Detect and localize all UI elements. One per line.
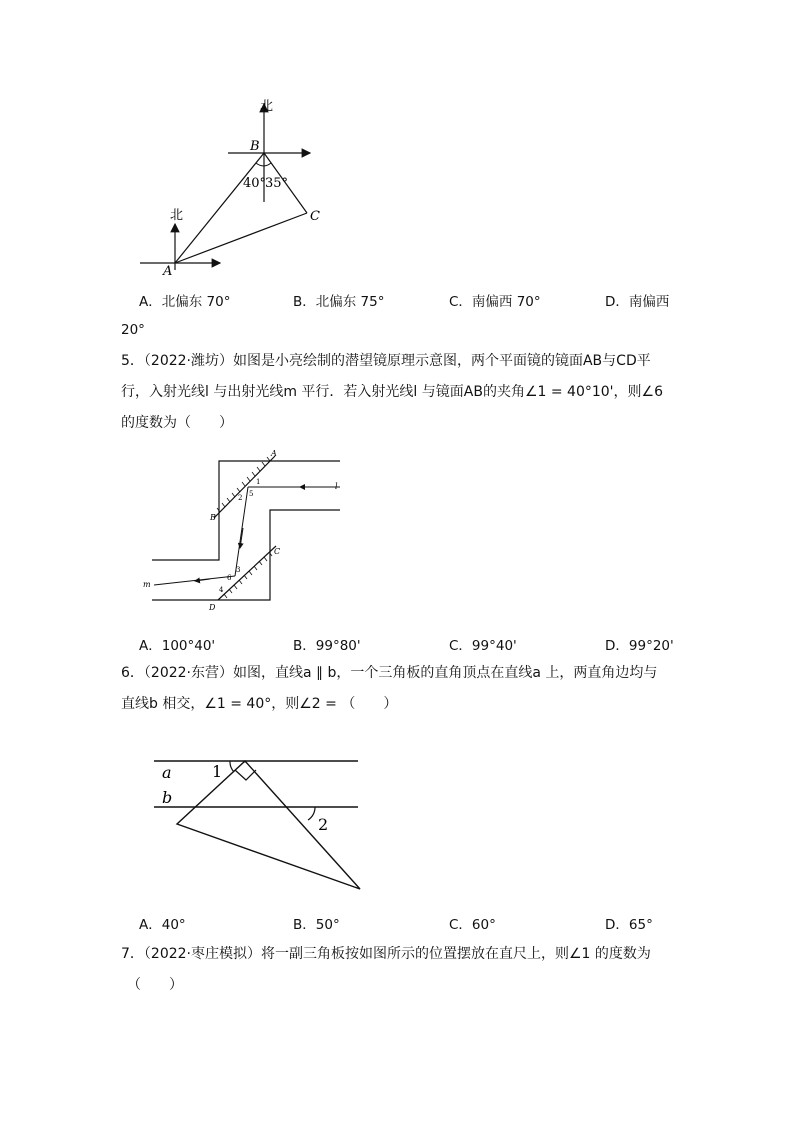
q4-option-b[interactable]: B．北偏东 75°	[293, 294, 385, 310]
q5-option-c[interactable]: C．99°40'	[449, 638, 517, 654]
q4-option-d[interactable]: D．南偏西	[605, 294, 670, 310]
point-label-a: A	[163, 264, 173, 279]
q5-line-1: 5．（2022·潍坊）如图是小亮绘制的潜望镜原理示意图，两个平面镜的镜面AB与CD平	[121, 353, 651, 369]
periscope-label-m: m	[143, 580, 151, 589]
q5-option-d[interactable]: D．99°20'	[605, 638, 674, 654]
q6-option-a[interactable]: A．40°	[139, 917, 186, 933]
periscope-label-c: C	[274, 547, 281, 556]
q6-option-c[interactable]: C．60°	[449, 917, 496, 933]
q4-option-a[interactable]: A．北偏东 70°	[139, 294, 231, 310]
periscope-label-a: A	[271, 449, 277, 458]
north-label-top: 北	[260, 99, 274, 114]
q4-option-c[interactable]: C．南偏西 70°	[449, 294, 541, 310]
q6-option-b[interactable]: B．50°	[293, 917, 340, 933]
q7-line-2: （ ）	[127, 977, 183, 993]
periscope-angle-1: 1	[256, 478, 261, 486]
q5-option-a[interactable]: A．100°40'	[139, 638, 216, 654]
q7-line-1: 7．（2022·枣庄模拟）将一副三角板按如图所示的位置摆放在直尺上，则∠1 的度数为	[121, 946, 651, 962]
periscope-angle-6: 6	[227, 574, 232, 582]
line-label-b: b	[162, 788, 173, 807]
periscope-angle-4: 4	[219, 586, 224, 594]
point-label-b: B	[250, 139, 260, 154]
periscope-label-l: l	[335, 482, 338, 491]
q4-option-d-wrap: 20°	[121, 322, 145, 338]
point-label-c: C	[310, 209, 320, 224]
q5-option-b[interactable]: B．99°80'	[293, 638, 361, 654]
periscope-angle-2: 2	[238, 494, 243, 502]
q6-line-2: 直线b 相交，∠1 = 40°，则∠2 = （ ）	[121, 696, 398, 712]
periscope-figure	[140, 448, 350, 616]
angle-label-2: 2	[318, 815, 329, 834]
q5-line-2: 行，入射光线l 与出射光线m 平行．若入射光线l 与镜面AB的夹角∠1 = 40°10'，则∠6	[121, 384, 663, 400]
north-label-left: 北	[170, 208, 184, 223]
periscope-angle-5: 5	[249, 490, 254, 498]
periscope-label-b: B	[210, 513, 216, 522]
angle-label-1: 1	[212, 762, 223, 781]
q5-line-3: 的度数为（ ）	[121, 415, 233, 431]
q6-line-1: 6．（2022·东营）如图，直线a ∥ b，一个三角板的直角顶点在直线a 上，两直角边均与	[121, 665, 658, 681]
periscope-label-d: D	[209, 603, 216, 612]
compass-figure	[130, 92, 330, 282]
parallel-lines-figure	[150, 750, 370, 895]
q6-option-d[interactable]: D．65°	[605, 917, 653, 933]
periscope-angle-3: 3	[236, 566, 241, 574]
angle-label-35: 35°	[265, 176, 289, 191]
line-label-a: a	[162, 763, 172, 782]
angle-label-40: 40°	[243, 176, 267, 191]
